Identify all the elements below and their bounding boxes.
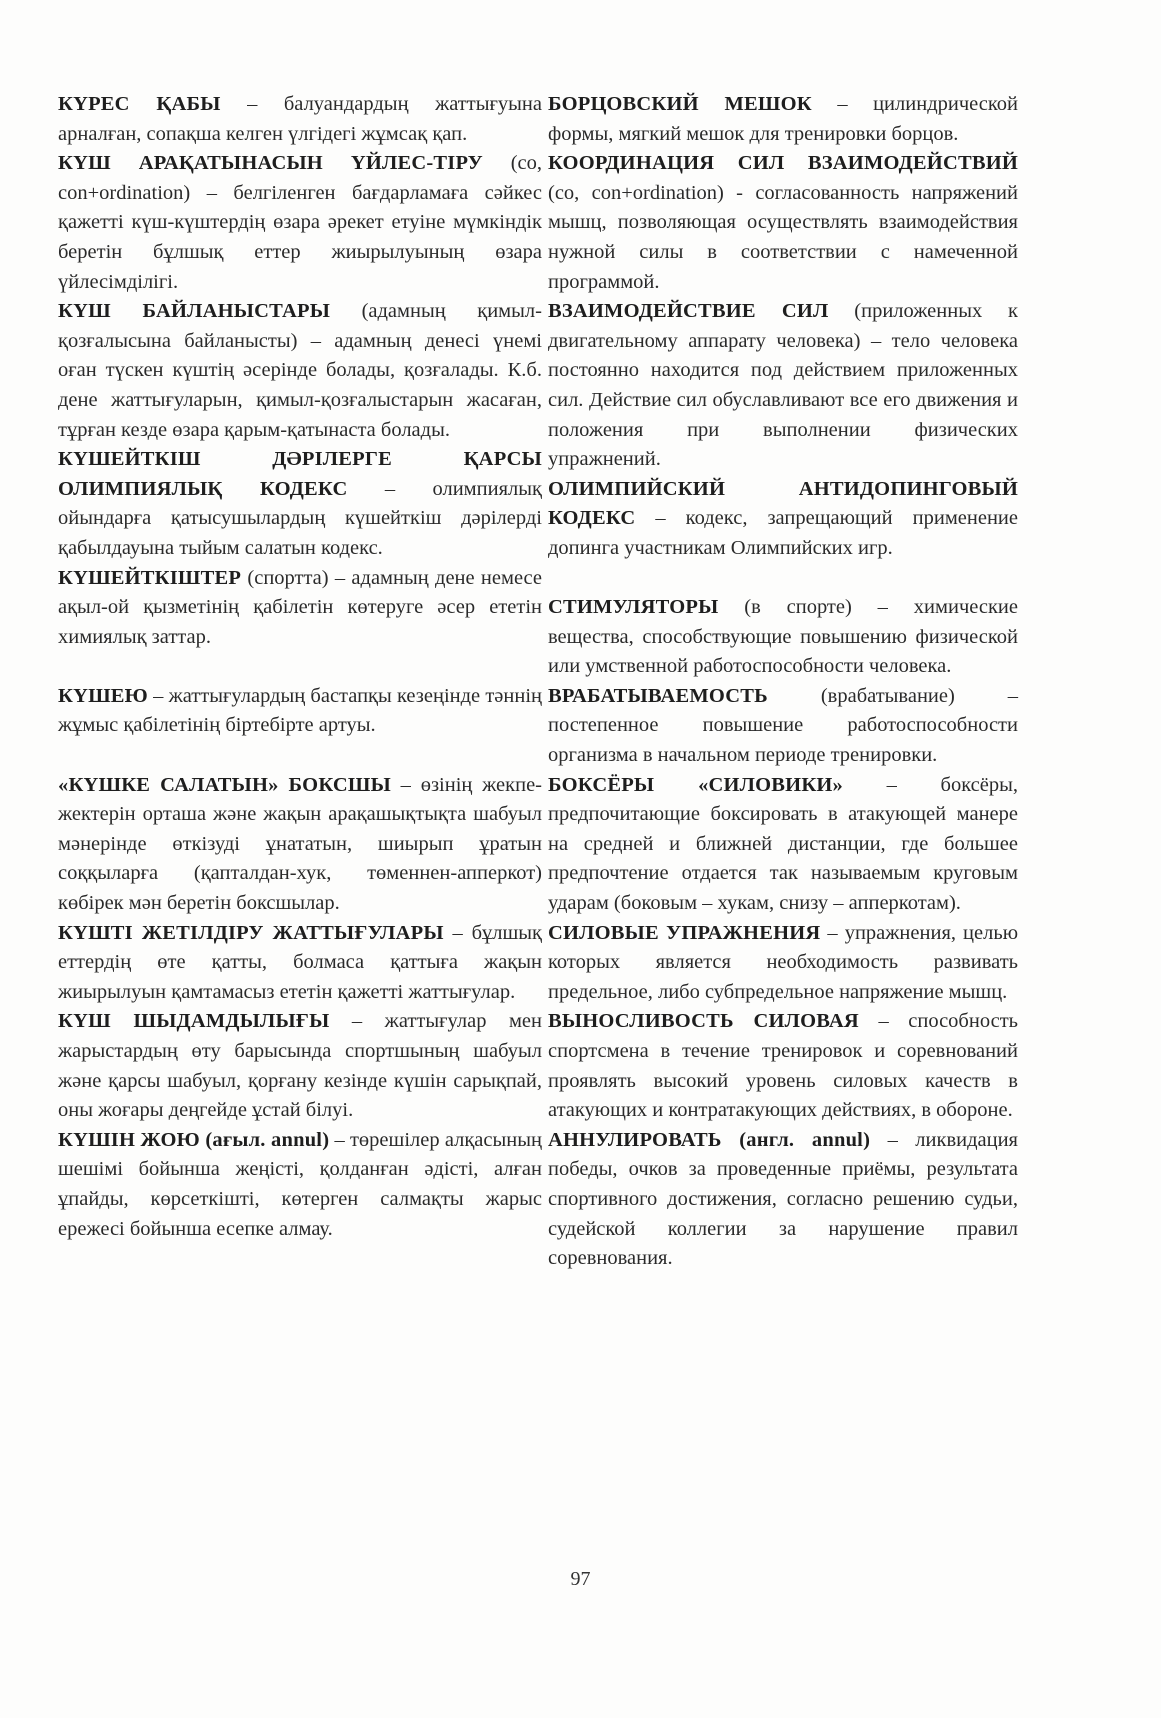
entry-term: БОРЦОВСКИЙ МЕШОК xyxy=(548,93,812,115)
entry-definition: (co, con+ordination) - согласованность напряжений мышц, позволяющая осуществлять взаимодействия нужной силы в соответствии с намеченной программой. xyxy=(548,181,1018,293)
entry-spacer xyxy=(548,564,1018,594)
entry-definition: – боксёры, предпочитающие боксировать в атакующей манере на средней и ближней дистанции, где большее предпочтение отдается так называемым круговым ударам (боковым – хукам, снизу – апперкотам). xyxy=(548,773,1018,915)
right-column xyxy=(548,90,1018,1274)
dictionary-entry xyxy=(58,564,542,653)
entry-term: ОЛИМПИЙСКИЙ АНТИДОПИНГОВЫЙ КОДЕКС xyxy=(548,477,1018,530)
dictionary-entry xyxy=(58,1007,542,1125)
entry-definition: – цилиндрической формы, мягкий мешок для тренировки борцов. xyxy=(548,93,1018,145)
entry-term: СТИМУЛЯТОРЫ xyxy=(548,596,719,619)
entry-term: КҮШЕЙТКІШТЕР xyxy=(58,566,242,589)
entry-definition: – кодекс, запрещающий применение допинга участникам Олимпийских игр. xyxy=(548,507,1018,559)
entry-spacer xyxy=(58,741,542,771)
entry-definition: – бұлшық еттердің өте қатты, болмаса қаттыға жақын жиырылуын қамтамасыз ететін қажетті жаттығулар. xyxy=(58,921,542,1003)
left-column xyxy=(58,90,542,1244)
entry-term: КҮШЕЙТКІШ ДӘРІЛЕРГЕ ҚАРСЫ ОЛИМПИЯЛЫҚ КОДЕКС xyxy=(58,448,542,500)
entry-definition: – жаттығулардың бастапқы кезеңінде тәннің жұмыс қабілетінің біртебірте артуы. xyxy=(58,684,542,737)
dictionary-entry xyxy=(548,297,1018,475)
entry-definition: (приложенных к двигательному аппарату человека) – тело человека постоянно находится под действием приложенных сил. Действие сил обуславливают все его движения и положения при выполнении физических упражнений. xyxy=(548,300,1018,471)
entry-definition: (адамның қимыл-қозғалысына байланысты) – адамның денесі үнемі оған түскен күштің әсерінде болады, қозғалады. К.б. дене жаттығуларын, қимыл-қозғалыстарын жасаған, тұрған кезде өзара қарым-қатынаста болады. xyxy=(58,300,542,441)
dictionary-entry xyxy=(58,149,542,297)
dictionary-entry xyxy=(548,90,1018,149)
dictionary-entry xyxy=(548,593,1018,682)
entry-term: СИЛОВЫЕ УПРАЖНЕНИЯ xyxy=(548,921,821,944)
dictionary-entry xyxy=(58,90,542,149)
entry-term: ВЗАИМОДЕЙСТВИЕ СИЛ xyxy=(548,300,829,323)
entry-term: КҮШ АРАҚАТЫНАСЫН ҮЙЛЕС-ТІРУ xyxy=(58,152,483,175)
dictionary-entry xyxy=(548,475,1018,564)
dictionary-entry xyxy=(58,771,542,919)
entry-definition: – өзінің жекпе-жектерін орташа және жақын арақашықтықта шабуыл мәнерінде өткізуді ұнататын, шиырып ұратын соққыларға (қапталдан-хук, төменнен-апперкот) көбірек мән беретін боксшылар. xyxy=(58,773,542,915)
entry-term: КҮШІН ЖОЮ (ағыл. annul) xyxy=(58,1128,330,1151)
dictionary-entry xyxy=(58,1126,542,1244)
dictionary-entry xyxy=(58,919,542,1008)
dictionary-entry xyxy=(58,297,542,445)
entry-term: «КҮШКЕ САЛАТЫН» БОКСШЫ xyxy=(58,773,391,796)
entry-definition: (врабатывание) – постепенное повышение работоспособности организма в начальном периоде тренировки. xyxy=(548,684,1018,767)
entry-term: КҮШ БАЙЛАНЫСТАРЫ xyxy=(58,300,331,323)
entry-definition: – төрешілер алқасының шешімі бойынша жеңісті, қолданған әдісті, алған ұпайды, көрсеткішті, көтерген салмақты жарыс ережесі бойынша есепке алмау. xyxy=(58,1128,542,1240)
entry-definition: (co, con+ordination) – белгіленген бағдарламаға сәйкес қажетті күш-күштердің өзара әрекет етуіне мүмкіндік беретін бұлшық еттер жиырылуының өзара үйлесімділігі. xyxy=(58,152,542,293)
entry-definition: – жаттығулар мен жарыстардың өту барысында спортшының шабуыл және қарсы шабуыл, қорғану кезінде күшін сарықпай, оны жоғары деңгейде ұстай білуі. xyxy=(58,1010,542,1122)
entry-term: КҮРЕС ҚАБЫ xyxy=(58,93,221,115)
entry-definition: – балуандардың жаттығуына арналған, сопақша келген үлгідегі жұмсақ қап. xyxy=(58,93,542,145)
dictionary-entry xyxy=(58,445,542,563)
dictionary-entry xyxy=(548,1126,1018,1274)
entry-term: КҮШ ШЫДАМДЫЛЫҒЫ xyxy=(58,1010,330,1033)
entry-term: ВЫНОСЛИВОСТЬ СИЛОВАЯ xyxy=(548,1010,859,1033)
entry-definition: – олимпиялық ойындарға қатысушылардың күшейткіш дәрілерді қабылдауына тыйым салатын кодекс. xyxy=(58,477,542,559)
entry-definition: (спортта) – адамның дене немесе ақыл-ой қызметінің қабілетін көтеруге әсер ететін химиялық заттар. xyxy=(58,566,542,648)
entry-definition: – ликвидация победы, очков за проведенные приёмы, результата спортивного достижения, согласно решению судьи, судейской коллегии за нарушение правил соревнования. xyxy=(548,1128,1018,1270)
entry-definition: – способность спортсмена в течение тренировок и соревнований проявлять высокий уровень силовых качеств в атакующих и контратакующих действиях, в обороне. xyxy=(548,1010,1019,1122)
entry-term: АННУЛИРОВАТЬ (англ. annul) xyxy=(548,1128,871,1151)
dictionary-entry xyxy=(548,919,1018,1008)
dictionary-entry xyxy=(58,682,542,741)
dictionary-entry xyxy=(548,1007,1018,1125)
entry-definition: (в спорте) – химические вещества, способствующие повышению физической или умственной работоспособности человека. xyxy=(548,596,1018,678)
entry-term: ВРАБАТЫВАЕМОСТЬ xyxy=(548,684,768,707)
entry-term: БОКСЁРЫ «СИЛОВИКИ» xyxy=(548,773,843,796)
dictionary-entry xyxy=(548,149,1018,297)
entry-term: КҮШТІ ЖЕТІЛДІРУ ЖАТТЫҒУЛАРЫ xyxy=(58,921,444,944)
dictionary-entry xyxy=(548,771,1018,919)
dictionary-entry xyxy=(548,682,1018,771)
entry-term: КҮШЕЮ xyxy=(58,684,148,707)
page-number: 97 xyxy=(570,1568,591,1590)
entry-definition: – упражнения, целью которых является необходимость развивать предельное, либо субпредельное напряжение мышц. xyxy=(548,921,1019,1003)
entry-spacer xyxy=(58,652,542,682)
entry-term: КООРДИНАЦИЯ СИЛ ВЗАИМОДЕЙСТВИЙ xyxy=(548,152,1018,175)
